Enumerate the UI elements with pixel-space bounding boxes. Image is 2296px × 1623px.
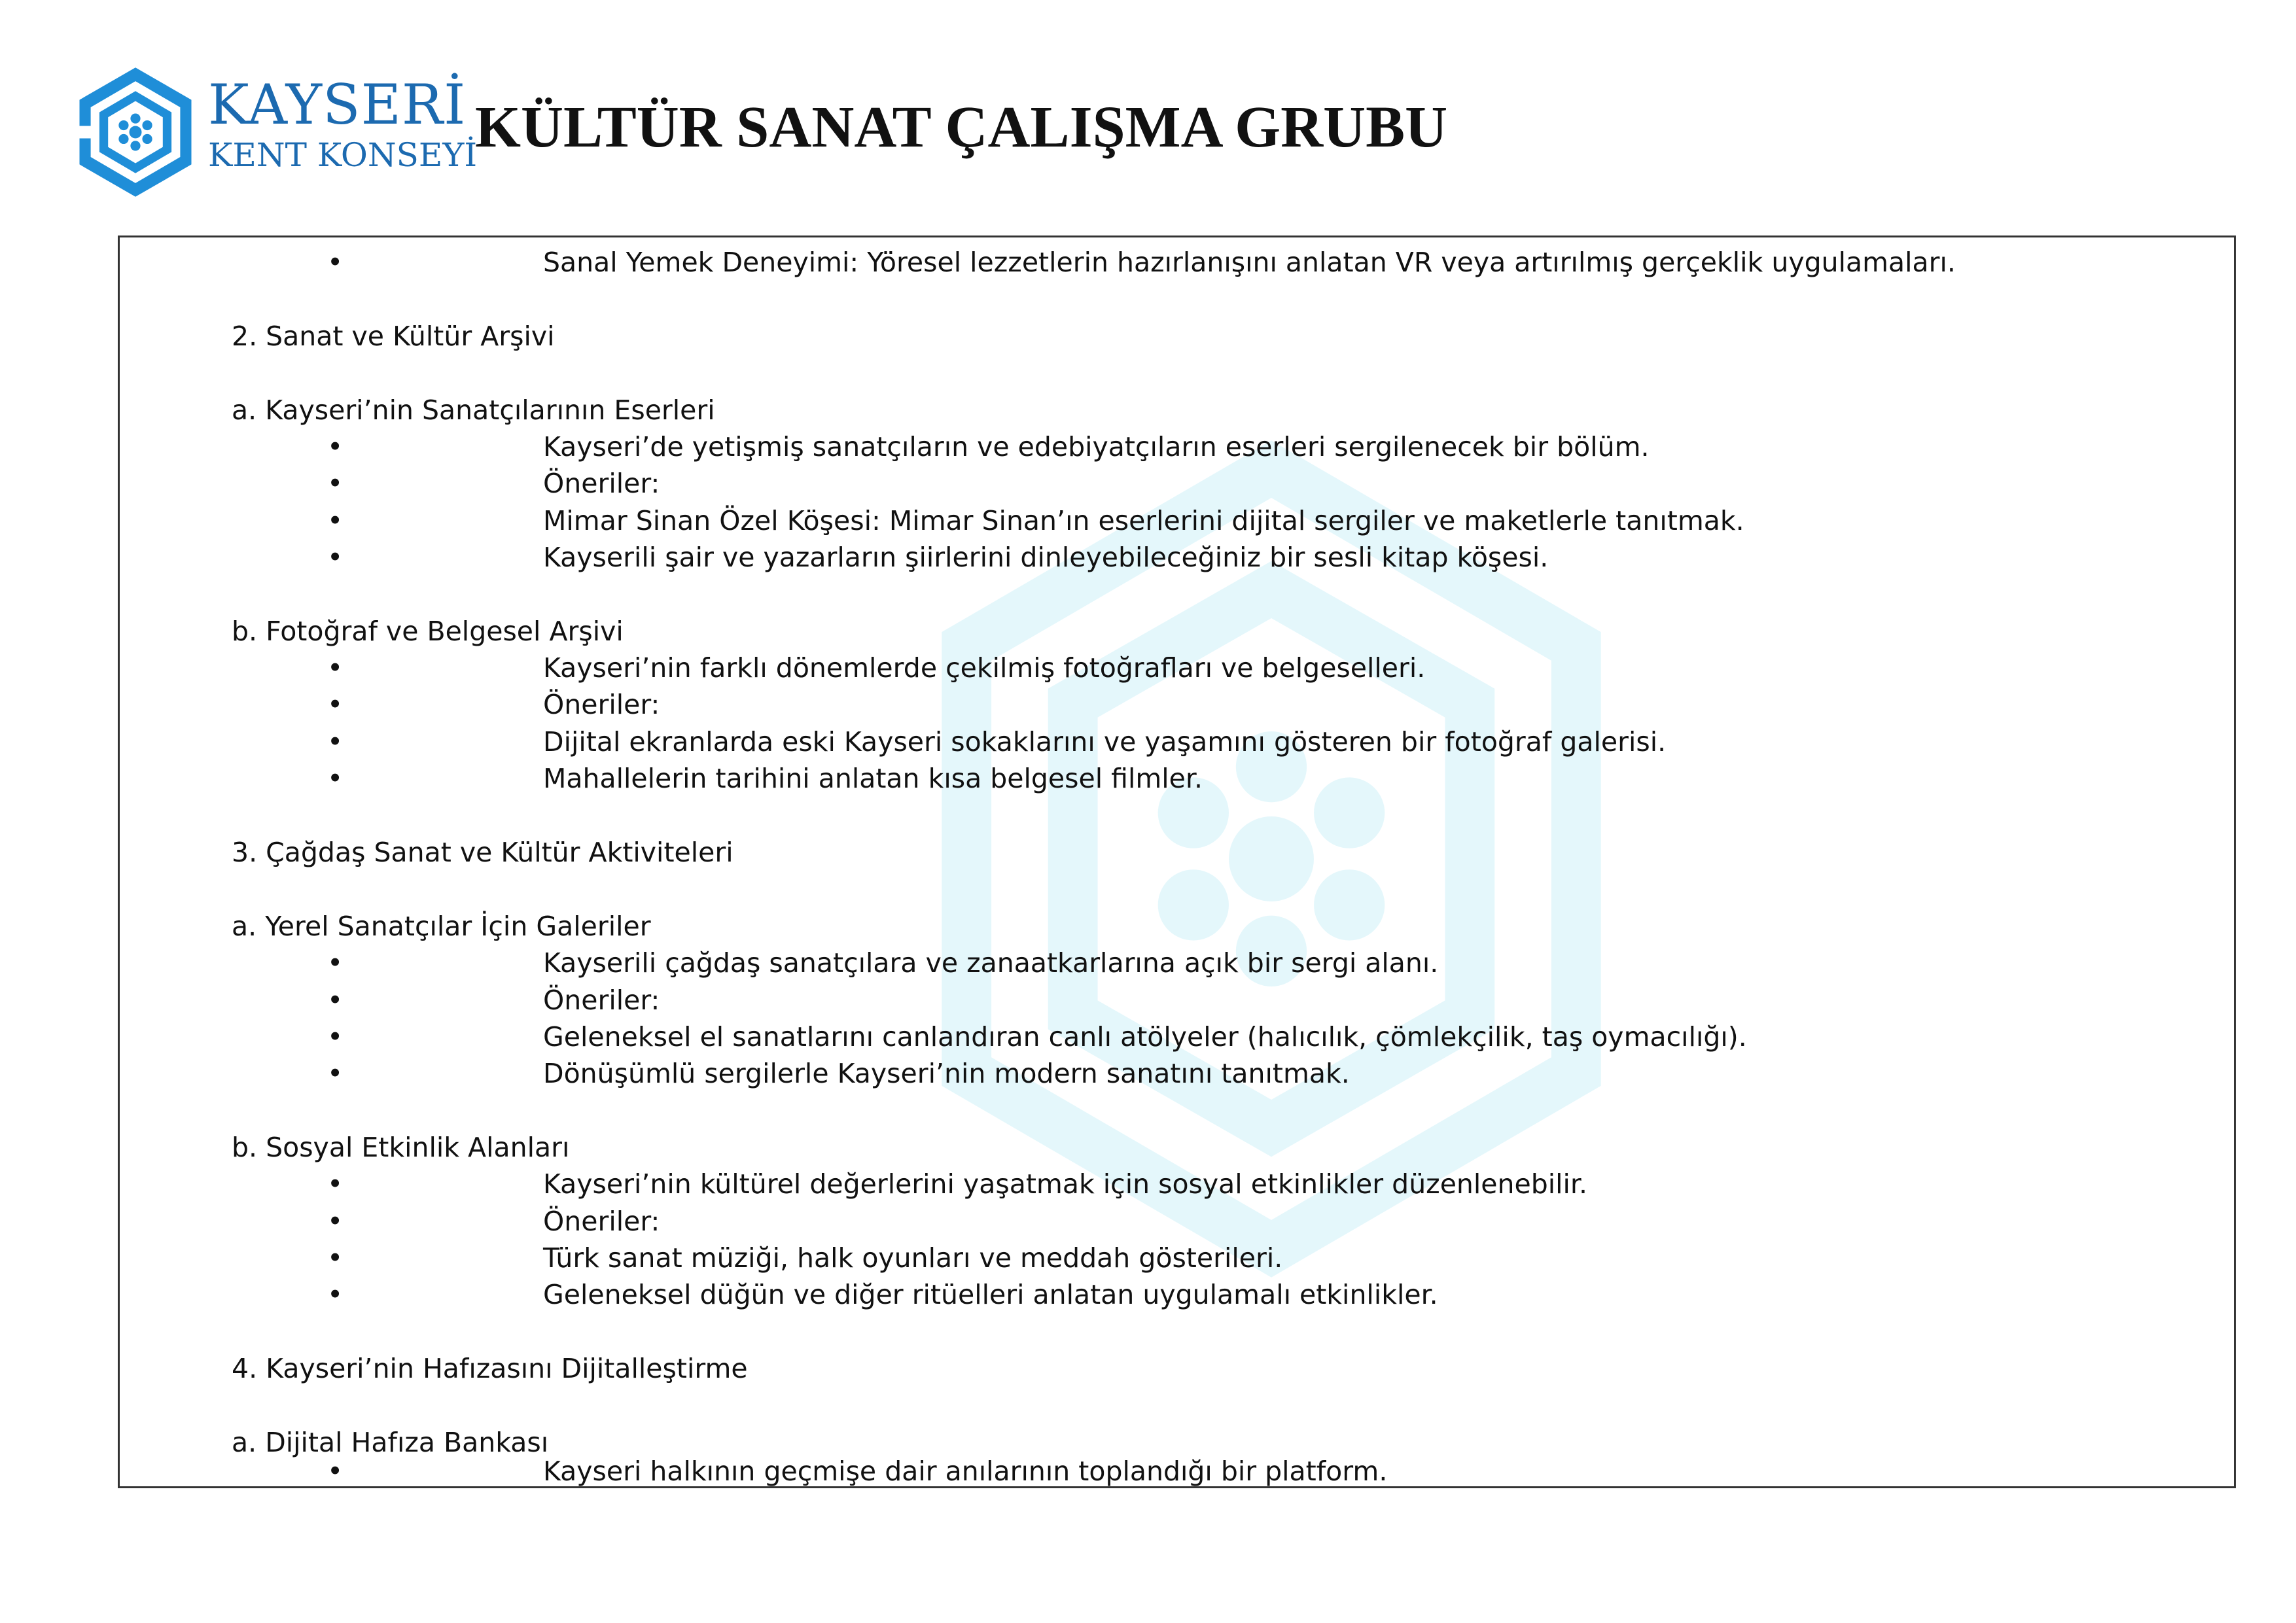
bullet-icon: •	[327, 542, 344, 573]
subsection-heading: b. Sosyal Etkinlik Alanları	[232, 1132, 570, 1163]
bullet-text: Öneriler:	[543, 689, 660, 720]
bullet-icon: •	[327, 1242, 344, 1274]
bullet-icon: •	[327, 726, 344, 758]
bullet-icon: •	[327, 652, 344, 684]
bullet-text: Öneriler:	[543, 468, 660, 499]
bullet-icon: •	[327, 1021, 344, 1053]
content-box	[118, 236, 2236, 1488]
bullet-text: Öneriler:	[543, 1206, 660, 1237]
bullet-icon: •	[327, 1279, 344, 1310]
bullet-text: Kayseri’de yetişmiş sanatçıların ve edebiyatçıların eserleri sergilenecek bir bölüm.	[543, 431, 1650, 462]
bullet-icon: •	[327, 1168, 344, 1200]
bullet-text: Kayserili şair ve yazarların şiirlerini dinleyebileceğiniz bir sesli kitap köşesi.	[543, 542, 1549, 573]
bullet-icon: •	[327, 1206, 344, 1237]
section-heading: 3. Çağdaş Sanat ve Kültür Aktiviteleri	[232, 837, 733, 868]
document-body	[120, 237, 2234, 1486]
bullet-icon: •	[327, 468, 344, 499]
bullet-text: Türk sanat müziği, halk oyunları ve meddah gösterileri.	[543, 1242, 1283, 1274]
bullet-text: Mahallelerin tarihini anlatan kısa belgesel filmler.	[543, 763, 1203, 794]
bullet-text: Kayseri’nin farklı dönemlerde çekilmiş fotoğrafları ve belgeselleri.	[543, 652, 1426, 684]
page-title: KÜLTÜR SANAT ÇALIŞMA GRUBU	[475, 95, 1448, 160]
logo-wordmark	[208, 73, 477, 174]
subsection-heading: a. Dijital Hafıza Bankası	[232, 1427, 549, 1458]
logo-line-kayseri: KAYSERİ	[208, 73, 467, 137]
section-heading: 2. Sanat ve Kültür Arşivi	[232, 321, 555, 352]
bullet-icon: •	[327, 431, 344, 462]
bullet-text: Kayserili çağdaş sanatçılara ve zanaatkarlarına açık bir sergi alanı.	[543, 947, 1439, 979]
section-heading: 4. Kayseri’nin Hafızasını Dijitalleştirme	[232, 1353, 748, 1384]
hexagon-flower-logo-icon	[73, 63, 198, 201]
bullet-text: Kayseri halkının geçmişe dair anılarının toplandığı bir platform.	[543, 1456, 1388, 1487]
kent-konseyi-logo	[73, 63, 198, 201]
bullet-text: Öneriler:	[543, 985, 660, 1016]
bullet-text: Sanal Yemek Deneyimi: Yöresel lezzetlerin hazırlanışını anlatan VR veya artırılmış gerçeklik uygulamaları.	[543, 247, 1956, 278]
bullet-icon: •	[327, 689, 344, 720]
subsection-heading: a. Kayseri’nin Sanatçılarının Eserleri	[232, 394, 715, 426]
subsection-heading: a. Yerel Sanatçılar İçin Galeriler	[232, 911, 651, 942]
bullet-icon: •	[327, 505, 344, 536]
bullet-text: Dönüşümlü sergilerle Kayseri’nin modern sanatını tanıtmak.	[543, 1058, 1350, 1089]
bullet-text: Geleneksel düğün ve diğer ritüelleri anlatan uygulamalı etkinlikler.	[543, 1279, 1438, 1310]
bullet-icon: •	[327, 985, 344, 1016]
bullet-text: Kayseri’nin kültürel değerlerini yaşatmak için sosyal etkinlikler düzenlenebilir.	[543, 1168, 1588, 1200]
subsection-heading: b. Fotoğraf ve Belgesel Arşivi	[232, 616, 624, 647]
bullet-text: Geleneksel el sanatlarını canlandıran canlı atölyeler (halıcılık, çömlekçilik, taş oymacılığı).	[543, 1021, 1747, 1053]
bullet-icon: •	[327, 763, 344, 794]
bullet-icon: •	[327, 1456, 344, 1487]
bullet-text: Mimar Sinan Özel Köşesi: Mimar Sinan’ın eserlerini dijital sergiler ve maketlerle tanıtmak.	[543, 505, 1744, 536]
bullet-text: Dijital ekranlarda eski Kayseri sokaklarını ve yaşamını gösteren bir fotoğraf galerisi.	[543, 726, 1667, 758]
bullet-icon: •	[327, 1058, 344, 1089]
bullet-icon: •	[327, 947, 344, 979]
bullet-icon: •	[327, 247, 344, 278]
logo-line-kent-konseyi: KENT KONSEYİ	[208, 136, 478, 174]
